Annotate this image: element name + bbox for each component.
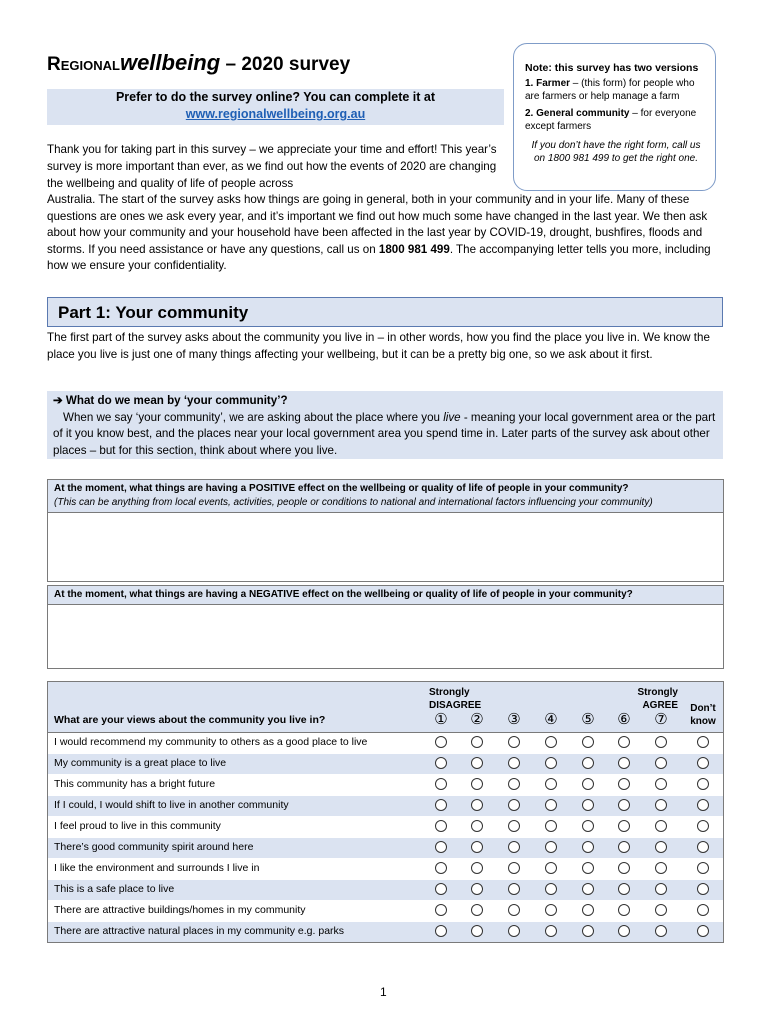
page-number: 1	[380, 985, 387, 999]
scale-radio-2[interactable]	[471, 841, 483, 853]
scale-radio-2[interactable]	[471, 736, 483, 748]
note-general: 2. General community – for everyone except farmers	[525, 108, 697, 132]
dont-know-radio[interactable]	[697, 736, 709, 748]
scale-radio-1[interactable]	[435, 841, 447, 853]
table-row	[48, 796, 723, 817]
dont-know-radio[interactable]	[697, 862, 709, 874]
dont-know-radio[interactable]	[697, 841, 709, 853]
note-farmer: 1. Farmer – (this form) for people who are farmers or help manage a farm	[525, 78, 695, 102]
statement-label: There’s good community spirit around here	[54, 841, 254, 853]
scale-4: ④	[544, 711, 558, 728]
dont-know-label: Don’t know	[690, 703, 716, 727]
table-row	[48, 754, 723, 775]
scale-radio-7[interactable]	[655, 904, 667, 916]
table-row	[48, 901, 723, 922]
scale-radio-2[interactable]	[471, 778, 483, 790]
scale-radio-5[interactable]	[582, 862, 594, 874]
scale-radio-3[interactable]	[508, 757, 520, 769]
dont-know-radio[interactable]	[697, 925, 709, 937]
scale-radio-1[interactable]	[435, 862, 447, 874]
table-body	[48, 733, 723, 942]
scale-radio-7[interactable]	[655, 883, 667, 895]
scale-radio-1[interactable]	[435, 925, 447, 937]
table-row	[48, 880, 723, 901]
statement-label: There are attractive natural places in my community e.g. parks	[54, 925, 345, 937]
positive-answer-area[interactable]	[48, 513, 723, 569]
online-survey-banner	[47, 89, 504, 125]
scale-radio-5[interactable]	[582, 883, 594, 895]
statement-label: This community has a bright future	[54, 778, 216, 790]
scale-radio-1[interactable]	[435, 883, 447, 895]
dont-know-radio[interactable]	[697, 757, 709, 769]
scale-radio-5[interactable]	[582, 736, 594, 748]
scale-radio-6[interactable]	[618, 778, 630, 790]
statement-label: I like the environment and surrounds I live in	[54, 862, 260, 874]
scale-radio-6[interactable]	[618, 799, 630, 811]
scale-radio-5[interactable]	[582, 904, 594, 916]
scale-radio-3[interactable]	[508, 736, 520, 748]
negative-question-header: At the moment, what things are having a NEGATIVE effect on the wellbeing or quality of life of people in your community?	[48, 586, 723, 605]
scale-radio-5[interactable]	[582, 841, 594, 853]
scale-radio-5[interactable]	[582, 757, 594, 769]
definition-text: When we say ‘your community’, we are asking about the place where you live - meaning your local government area or the part of it you know best, and the places near your local government area you spend time in. Later parts of the survey ask about other places – but for this section, think about where you live.	[53, 410, 716, 457]
negative-answer-area[interactable]	[48, 605, 723, 665]
scale-radio-7[interactable]	[655, 757, 667, 769]
table-row	[48, 838, 723, 859]
scale-radio-4[interactable]	[545, 925, 557, 937]
intro-paragraph-a: Thank you for taking part in this survey – we appreciate your time and effort! This year’s survey is more important than ever, as we find out how the events of 2020 are changing the wellbeing and quality of life of people across	[47, 143, 497, 190]
scale-radio-4[interactable]	[545, 757, 557, 769]
scale-radio-1[interactable]	[435, 757, 447, 769]
scale-radio-7[interactable]	[655, 799, 667, 811]
scale-radio-2[interactable]	[471, 862, 483, 874]
statement-label: This is a safe place to live	[54, 883, 175, 895]
positive-question-header: At the moment, what things are having a POSITIVE effect on the wellbeing or quality of life of people in your community? (This can be anything from local events, activities, people or conditions to national and international factors influencing your community)	[48, 480, 723, 513]
scale-radio-2[interactable]	[471, 883, 483, 895]
scale-radio-2[interactable]	[471, 757, 483, 769]
scale-radio-7[interactable]	[655, 736, 667, 748]
scale-radio-3[interactable]	[508, 862, 520, 874]
scale-6: ⑥	[617, 711, 631, 728]
scale-radio-3[interactable]	[508, 799, 520, 811]
brand-wellbeing: wellbeing	[119, 50, 221, 75]
strongly-agree-label: Strongly AGREE	[637, 687, 678, 711]
scale-radio-7[interactable]	[655, 841, 667, 853]
table-row	[48, 859, 723, 880]
scale-radio-4[interactable]	[545, 820, 557, 832]
title-year: – 2020 survey	[225, 54, 351, 75]
scale-radio-6[interactable]	[618, 883, 630, 895]
scale-radio-4[interactable]	[545, 862, 557, 874]
scale-radio-2[interactable]	[471, 820, 483, 832]
versions-note	[513, 43, 716, 191]
scale-radio-3[interactable]	[508, 904, 520, 916]
help-phone: 1800 981 499	[378, 242, 450, 256]
part1-heading: Part 1: Your community	[47, 297, 723, 327]
table-row	[48, 922, 723, 942]
scale-radio-5[interactable]	[582, 820, 594, 832]
scale-radio-1[interactable]	[435, 736, 447, 748]
scale-radio-3[interactable]	[508, 820, 520, 832]
scale-7: ⑦	[654, 711, 668, 728]
scale-radio-1[interactable]	[435, 904, 447, 916]
scale-radio-6[interactable]	[618, 862, 630, 874]
scale-radio-1[interactable]	[435, 820, 447, 832]
dont-know-radio[interactable]	[697, 778, 709, 790]
scale-radio-2[interactable]	[471, 799, 483, 811]
definition-heading: ➔ What do we mean by ‘your community’?	[53, 394, 288, 407]
scale-radio-6[interactable]	[618, 841, 630, 853]
brand-regional: Regional	[47, 54, 120, 75]
scale-radio-6[interactable]	[618, 820, 630, 832]
scale-radio-4[interactable]	[545, 736, 557, 748]
scale-radio-7[interactable]	[655, 862, 667, 874]
scale-radio-4[interactable]	[545, 883, 557, 895]
scale-2: ②	[470, 711, 484, 728]
scale-1: ①	[434, 711, 448, 728]
statement-label: If I could, I would shift to live in another community	[54, 799, 289, 811]
negative-effects-question	[47, 585, 724, 669]
scale-radio-5[interactable]	[582, 799, 594, 811]
scale-radio-5[interactable]	[582, 925, 594, 937]
scale-radio-6[interactable]	[618, 736, 630, 748]
dont-know-radio[interactable]	[697, 883, 709, 895]
scale-radio-3[interactable]	[508, 841, 520, 853]
scale-radio-5[interactable]	[582, 778, 594, 790]
statement-label: I would recommend my community to others as a good place to live	[54, 736, 368, 748]
note-help: If you don’t have the right form, call us on 1800 981 499 to get the right one.	[531, 140, 701, 164]
positive-effects-question	[47, 479, 724, 582]
statement-label: I feel proud to live in this community	[54, 820, 221, 832]
scale-radio-6[interactable]	[618, 757, 630, 769]
community-views-table	[47, 681, 724, 943]
survey-website-link[interactable]: www.regionalwellbeing.org.au	[185, 107, 366, 121]
strongly-disagree-label: Strongly DISAGREE	[429, 687, 482, 711]
scale-3: ③	[507, 711, 521, 728]
table-row	[48, 775, 723, 796]
scale-radio-7[interactable]	[655, 778, 667, 790]
scale-radio-6[interactable]	[618, 904, 630, 916]
scale-radio-2[interactable]	[471, 925, 483, 937]
scale-radio-4[interactable]	[545, 904, 557, 916]
scale-radio-1[interactable]	[435, 778, 447, 790]
part1-intro: The first part of the survey asks about the community you live in – in other words, how you find the place you live in. We know the place you live is just one of many things affecting your wellbeing, but it can be a pretty big one, so we ask about it first.	[47, 331, 710, 361]
scale-5: ⑤	[581, 711, 595, 728]
scale-radio-4[interactable]	[545, 778, 557, 790]
scale-radio-7[interactable]	[655, 820, 667, 832]
dont-know-radio[interactable]	[697, 904, 709, 916]
scale-radio-3[interactable]	[508, 925, 520, 937]
table-row	[48, 733, 723, 754]
scale-radio-6[interactable]	[618, 925, 630, 937]
community-definition-box	[47, 391, 723, 459]
table-header	[48, 682, 723, 733]
statement-label: My community is a great place to live	[54, 757, 227, 769]
online-text: Prefer to do the survey online? You can complete it at	[115, 90, 436, 104]
scale-radio-3[interactable]	[508, 883, 520, 895]
scale-radio-1[interactable]	[435, 799, 447, 811]
scale-radio-2[interactable]	[471, 904, 483, 916]
scale-radio-7[interactable]	[655, 925, 667, 937]
table-question: What are your views about the community you live in?	[54, 714, 326, 726]
dont-know-radio[interactable]	[697, 799, 709, 811]
scale-radio-4[interactable]	[545, 799, 557, 811]
scale-radio-4[interactable]	[545, 841, 557, 853]
dont-know-radio[interactable]	[697, 820, 709, 832]
statement-label: There are attractive buildings/homes in my community	[54, 904, 306, 916]
survey-title	[47, 50, 350, 76]
table-row	[48, 817, 723, 838]
intro-paragraph-b: Australia. The start of the survey asks how things are going in general, both in your community and in your life. Many of these questions are ones we ask every year, and it’s important we find out how much some have changed in the last year. We then ask about how your community and your household have been affected in the last year by COVID-19, drought, bushfires, floods and storms. If you need assistance or have any questions, call us on 1800 981 499. The accompanying letter tells you more, including how we ensure your confidentiality.	[47, 193, 711, 272]
note-heading: Note: this survey has two versions	[525, 62, 699, 74]
scale-radio-3[interactable]	[508, 778, 520, 790]
